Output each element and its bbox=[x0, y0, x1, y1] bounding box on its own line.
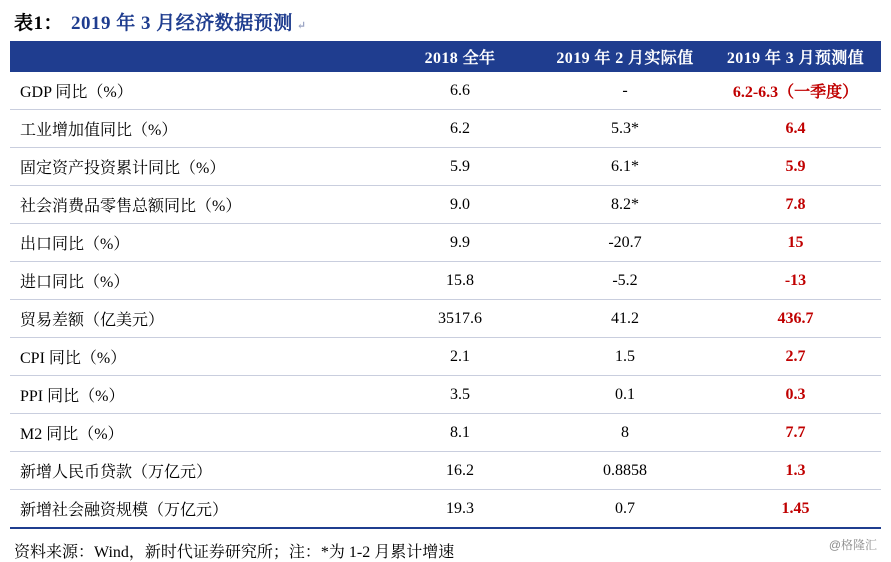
row-label: CPI 同比（%） bbox=[10, 338, 380, 376]
cell-forecast: 1.3 bbox=[710, 452, 881, 490]
cell-actual: 8.2* bbox=[540, 186, 710, 224]
cell-forecast: 15 bbox=[710, 224, 881, 262]
table-row bbox=[10, 186, 881, 224]
cell-actual: 5.3* bbox=[540, 110, 710, 148]
watermark: @格隆汇 bbox=[828, 538, 877, 552]
cell-actual: 41.2 bbox=[540, 300, 710, 338]
table-header bbox=[10, 41, 881, 72]
column-header-indicator bbox=[10, 41, 380, 72]
cell-full-year: 19.3 bbox=[380, 490, 540, 529]
cell-forecast: 0.3 bbox=[710, 376, 881, 414]
paragraph-mark-icon: ↵ bbox=[296, 20, 306, 32]
cell-full-year: 15.8 bbox=[380, 262, 540, 300]
row-label: GDP 同比（%） bbox=[10, 72, 380, 110]
row-label: 固定资产投资累计同比（%） bbox=[10, 148, 380, 186]
column-header-2019-mar-forecast: 2019 年 3 月预测值 bbox=[710, 41, 881, 72]
table-row bbox=[10, 414, 881, 452]
cell-actual: 1.5 bbox=[540, 338, 710, 376]
row-label: 工业增加值同比（%） bbox=[10, 110, 380, 148]
cell-actual: -5.2 bbox=[540, 262, 710, 300]
cell-actual: 0.1 bbox=[540, 376, 710, 414]
economic-forecast-table bbox=[10, 41, 881, 529]
table-row bbox=[10, 376, 881, 414]
table-row bbox=[10, 300, 881, 338]
cell-actual: -20.7 bbox=[540, 224, 710, 262]
cell-forecast: 436.7 bbox=[710, 300, 881, 338]
cell-full-year: 6.2 bbox=[380, 110, 540, 148]
cell-full-year: 3517.6 bbox=[380, 300, 540, 338]
table-row bbox=[10, 110, 881, 148]
column-header-2019-feb-actual: 2019 年 2 月实际值 bbox=[540, 41, 710, 72]
table-row bbox=[10, 490, 881, 529]
cell-full-year: 2.1 bbox=[380, 338, 540, 376]
cell-full-year: 6.6 bbox=[380, 72, 540, 110]
table-caption bbox=[10, 0, 881, 41]
row-label: PPI 同比（%） bbox=[10, 376, 380, 414]
row-label: M2 同比（%） bbox=[10, 414, 380, 452]
cell-forecast: 6.4 bbox=[710, 110, 881, 148]
row-label: 新增人民币贷款（万亿元） bbox=[10, 452, 380, 490]
cell-forecast: 6.2-6.3（一季度） bbox=[710, 72, 881, 110]
table-row bbox=[10, 224, 881, 262]
cell-actual: 8 bbox=[540, 414, 710, 452]
row-label: 社会消费品零售总额同比（%） bbox=[10, 186, 380, 224]
table-row bbox=[10, 262, 881, 300]
table-row bbox=[10, 338, 881, 376]
row-label: 进口同比（%） bbox=[10, 262, 380, 300]
cell-actual: - bbox=[540, 72, 710, 110]
cell-full-year: 3.5 bbox=[380, 376, 540, 414]
cell-forecast: 7.8 bbox=[710, 186, 881, 224]
table-row bbox=[10, 72, 881, 110]
cell-forecast: 1.45 bbox=[710, 490, 881, 529]
caption-title: 2019 年 3 月经济数据预测 bbox=[71, 13, 293, 34]
table-row bbox=[10, 452, 881, 490]
table-header-row bbox=[10, 41, 881, 72]
row-label: 新增社会融资规模（万亿元） bbox=[10, 490, 380, 529]
caption-label: 表1： bbox=[14, 13, 64, 34]
row-label: 贸易差额（亿美元） bbox=[10, 300, 380, 338]
row-label: 出口同比（%） bbox=[10, 224, 380, 262]
cell-full-year: 5.9 bbox=[380, 148, 540, 186]
column-header-2018-full-year: 2018 全年 bbox=[380, 41, 540, 72]
cell-full-year: 16.2 bbox=[380, 452, 540, 490]
cell-forecast: 2.7 bbox=[710, 338, 881, 376]
cell-forecast: 5.9 bbox=[710, 148, 881, 186]
source-note: 资料来源：Wind，新时代证券研究所；注：*为 1-2 月累计增速 bbox=[14, 544, 455, 561]
cell-forecast: 7.7 bbox=[710, 414, 881, 452]
cell-full-year: 8.1 bbox=[380, 414, 540, 452]
cell-full-year: 9.9 bbox=[380, 224, 540, 262]
cell-actual: 0.7 bbox=[540, 490, 710, 529]
table-row bbox=[10, 148, 881, 186]
table-body bbox=[10, 72, 881, 528]
cell-full-year: 9.0 bbox=[380, 186, 540, 224]
cell-forecast: -13 bbox=[710, 262, 881, 300]
cell-actual: 6.1* bbox=[540, 148, 710, 186]
cell-actual: 0.8858 bbox=[540, 452, 710, 490]
